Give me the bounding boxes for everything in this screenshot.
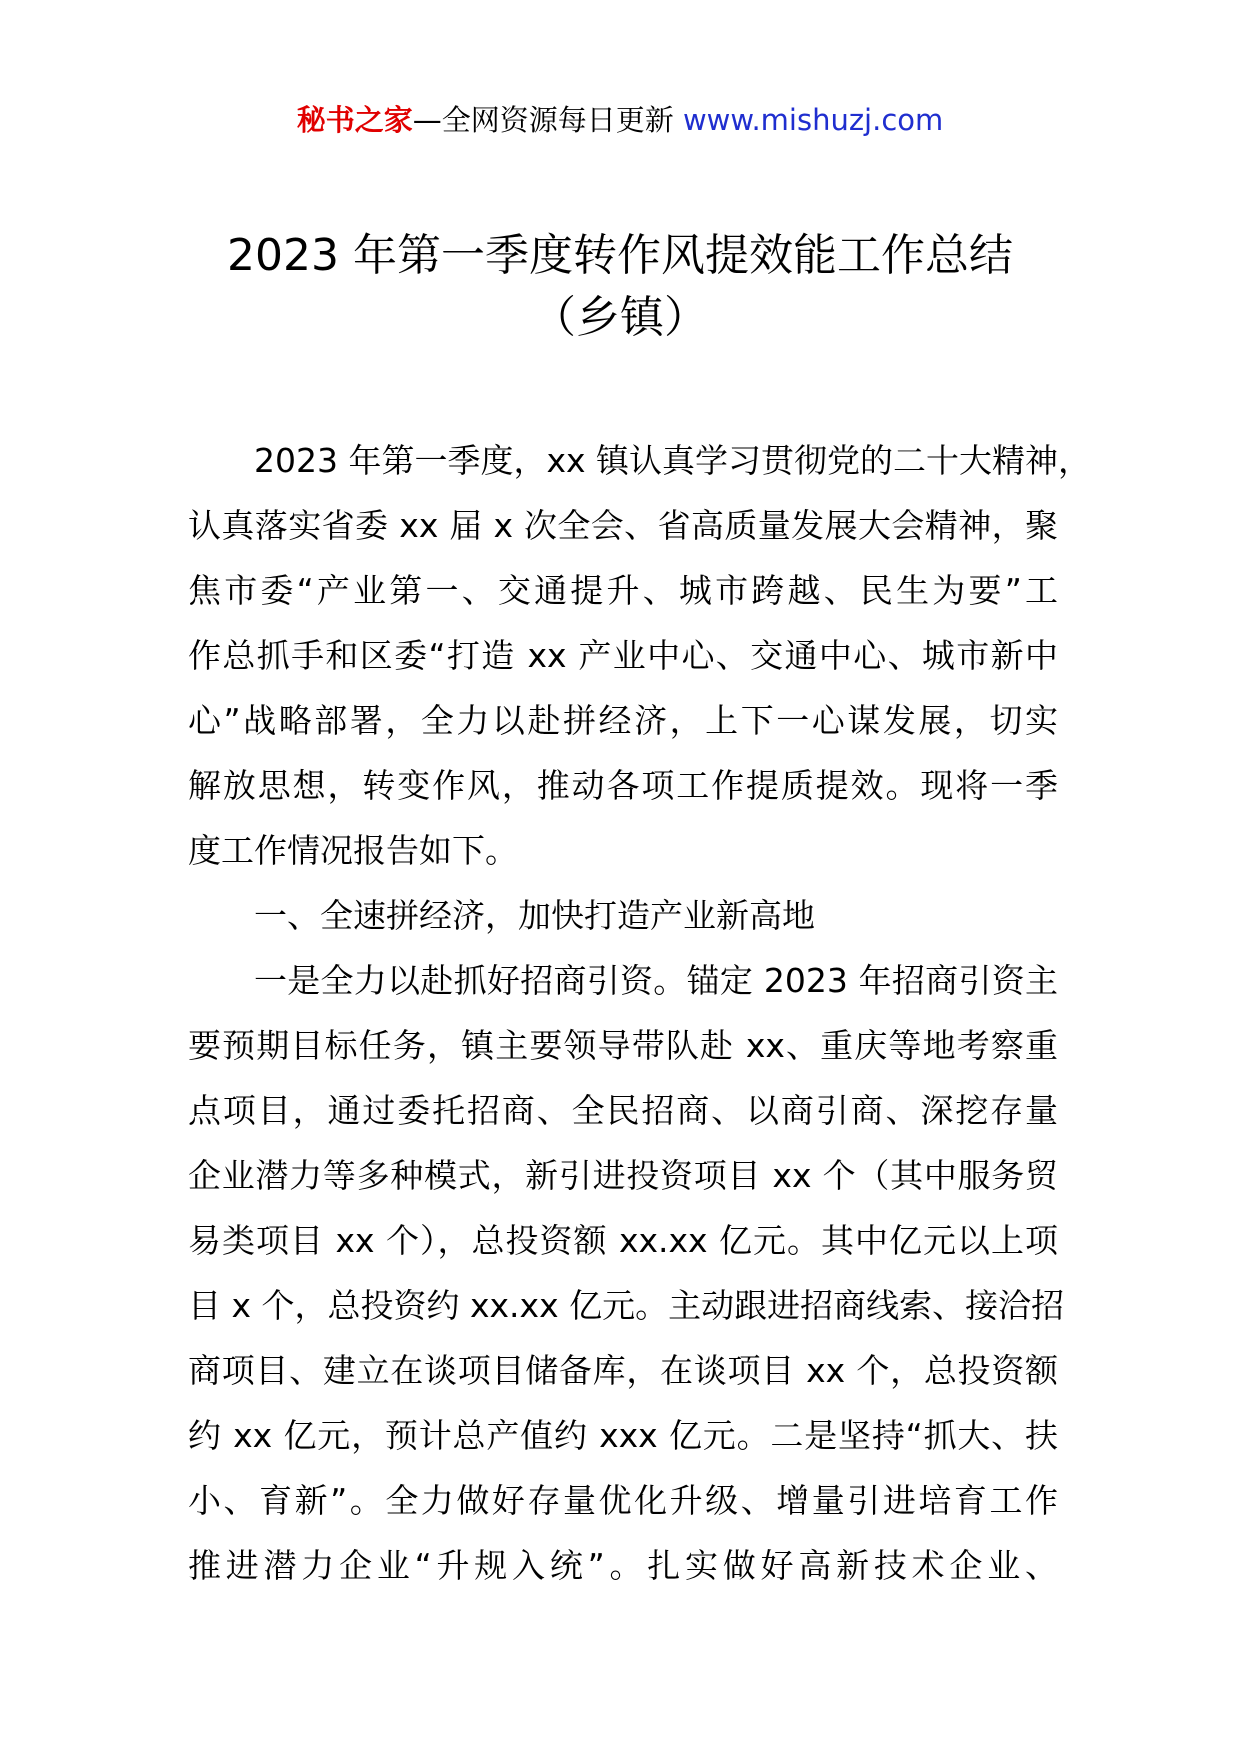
text-line: 易类项目 xx 个），总投资额 xx.xx 亿元。其中亿元以上项	[188, 1221, 1058, 1260]
paragraph-investment	[188, 948, 1065, 1598]
site-url-link[interactable]: www.mishuzj.com	[682, 103, 944, 137]
text-line: 小、育新”。全力做好存量优化升级、增量引进培育工作	[188, 1481, 1058, 1520]
text-line: 点项目，通过委托招商、全民招商、以商引商、深挖存量	[188, 1091, 1058, 1130]
text-line: 2023 年第一季度，xx 镇认真学习贯彻党的二十大精神，	[254, 441, 1092, 480]
text-line: 企业潜力等多种模式，新引进投资项目 xx 个（其中服务贸	[188, 1156, 1058, 1195]
title-line-2: （乡镇）	[532, 292, 708, 343]
text-line: 要预期目标任务，镇主要领导带队赴 xx、重庆等地考察重	[188, 1026, 1058, 1065]
site-brand: 秘书之家	[296, 103, 413, 137]
text-line: 一是全力以赴抓好招商引资。锚定 2023 年招商引资主	[254, 961, 1058, 1000]
heading-text: 一、全速拼经济，加快打造产业新高地	[254, 896, 815, 935]
site-tagline: —全网资源每日更新	[412, 103, 683, 137]
text-line: 认真落实省委 xx 届 x 次全会、省高质量发展大会精神，聚	[188, 506, 1058, 545]
text-line: 焦市委“产业第一、交通提升、城市跨越、民生为要”工	[188, 571, 1058, 610]
section-heading-1	[188, 883, 1058, 948]
text-line: 度工作情况报告如下。	[188, 831, 518, 870]
text-line: 约 xx 亿元，预计总产值约 xxx 亿元。二是坚持“抓大、扶	[188, 1416, 1058, 1455]
text-line: 推进潜力企业“升规入统”。扎实做好高新技术企业、	[188, 1546, 1058, 1585]
paragraph-intro	[188, 428, 1092, 883]
site-header	[0, 100, 1240, 140]
document-body	[188, 428, 1092, 1598]
title-line-1: 2023 年第一季度转作风提效能工作总结	[227, 230, 1013, 281]
text-line: 心”战略部署，全力以赴拼经济，上下一心谋发展，切实	[188, 701, 1058, 740]
text-line: 解放思想，转变作风，推动各项工作提质提效。现将一季	[188, 766, 1058, 805]
text-line: 商项目、建立在谈项目储备库，在谈项目 xx 个，总投资额	[188, 1351, 1058, 1390]
document-title	[0, 225, 1240, 349]
text-line: 目 x 个，总投资约 xx.xx 亿元。主动跟进招商线索、接洽招	[188, 1286, 1065, 1325]
text-line: 作总抓手和区委“打造 xx 产业中心、交通中心、城市新中	[188, 636, 1058, 675]
